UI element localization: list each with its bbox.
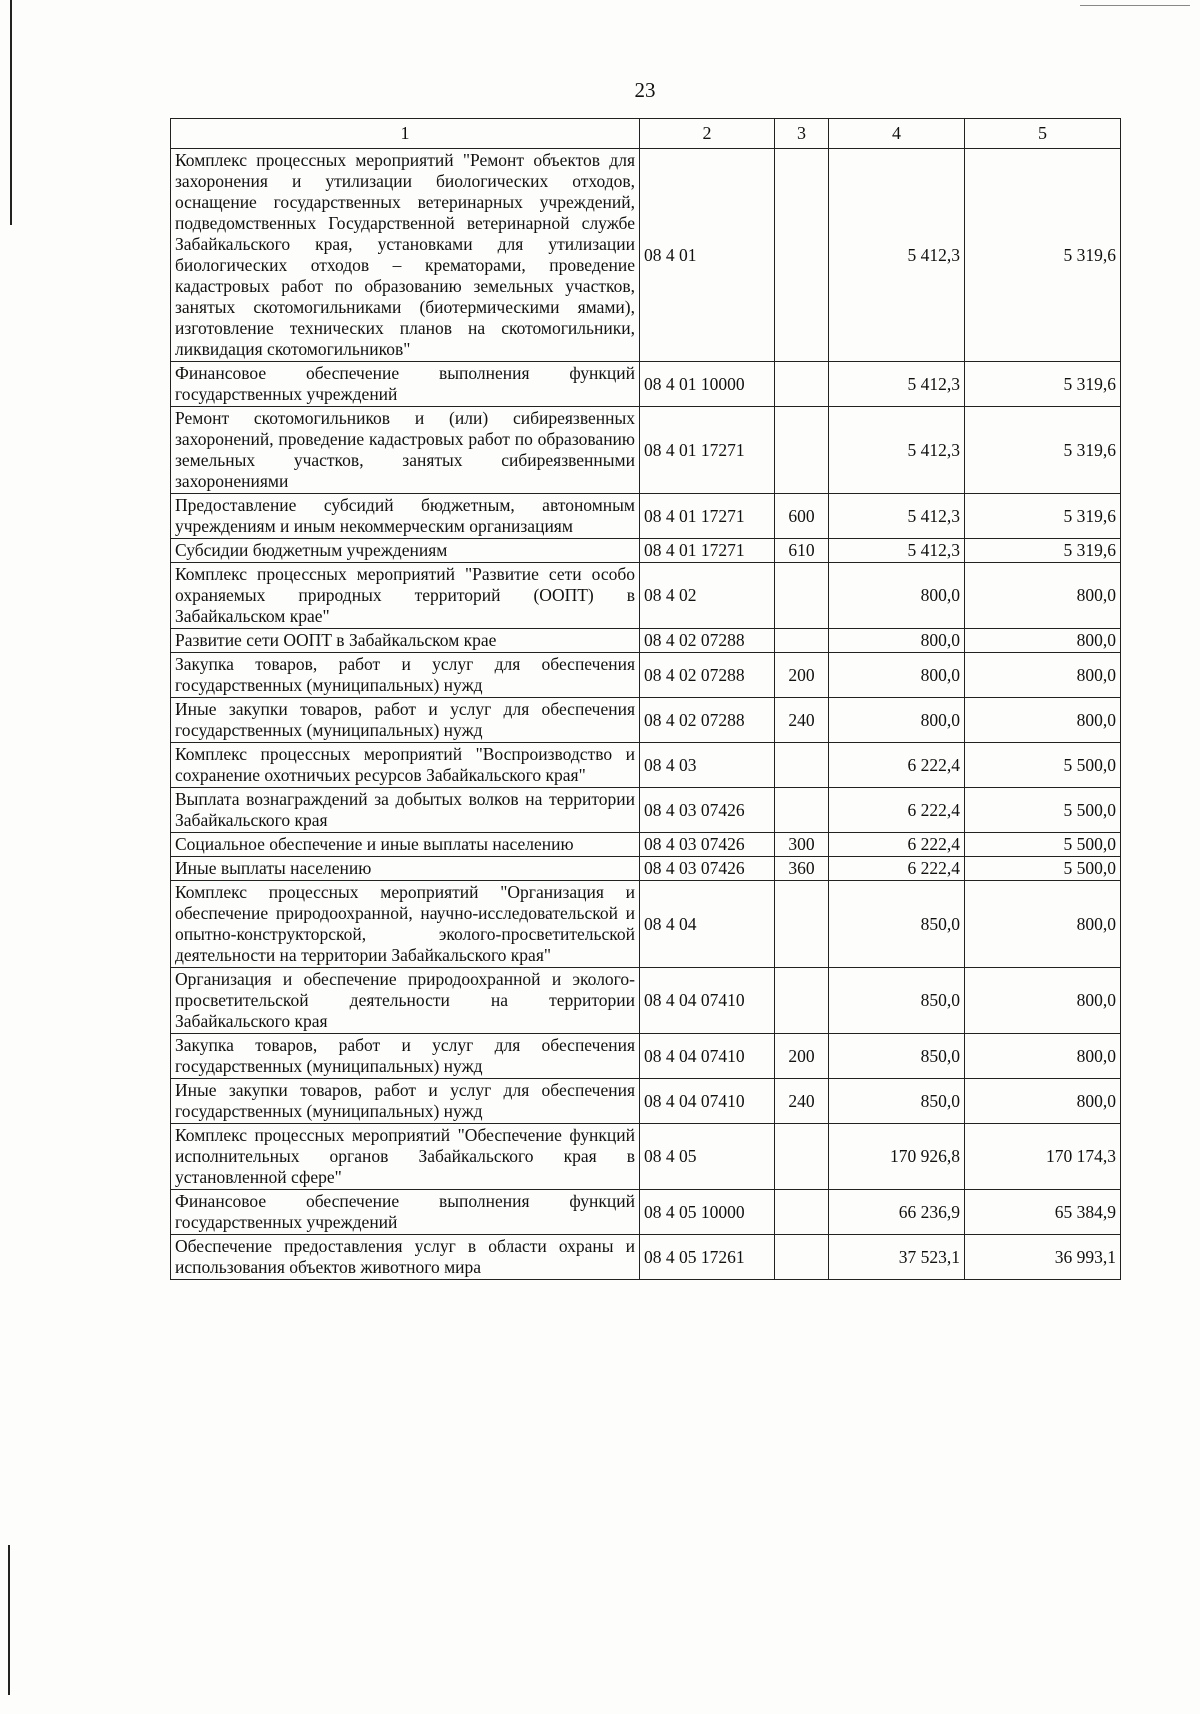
- row-amount-1-cell: 800,0: [829, 653, 965, 698]
- row-amount-2-cell: 800,0: [965, 881, 1121, 968]
- row-code-cell: 08 4 05: [640, 1124, 775, 1190]
- table-row: [171, 1235, 1121, 1280]
- row-code-cell: 08 4 02 07288: [640, 653, 775, 698]
- table-row: [171, 743, 1121, 788]
- row-amount-2-cell: 800,0: [965, 1079, 1121, 1124]
- row-amount-1-cell: 66 236,9: [829, 1190, 965, 1235]
- row-name-cell: Иные закупки товаров, работ и услуг для обеспечения государственных (муниципальных) нужд: [171, 1079, 640, 1124]
- row-amount-1-cell: 850,0: [829, 881, 965, 968]
- header-col-4: 4: [829, 119, 965, 149]
- row-amount-2-cell: 5 500,0: [965, 743, 1121, 788]
- row-amount-2-cell: 800,0: [965, 653, 1121, 698]
- row-name-cell: Комплекс процессных мероприятий "Развитие сети особо охраняемых природных территорий (ООПТ) в Забайкальском крае": [171, 563, 640, 629]
- row-amount-1-cell: 850,0: [829, 1034, 965, 1079]
- row-code-cell: 08 4 01 17271: [640, 494, 775, 539]
- row-amount-1-cell: 800,0: [829, 563, 965, 629]
- row-name-cell: Организация и обеспечение природоохранной и эколого-просветительской деятельности на территории Забайкальского края: [171, 968, 640, 1034]
- row-amount-1-cell: 6 222,4: [829, 833, 965, 857]
- row-code-cell: 08 4 02: [640, 563, 775, 629]
- row-name-cell: Иные закупки товаров, работ и услуг для обеспечения государственных (муниципальных) нужд: [171, 698, 640, 743]
- row-name-cell: Комплекс процессных мероприятий "Ремонт объектов для захоронения и утилизации биологических отходов, оснащение государственных ветеринарных учреждений, подведомственных Государственной ветеринарной службе Забайкальского края, установками для утилизации биологических отходов – крематорами, проведение кадастровых работ по образованию земельных участков, занятых скотомогильниками (биотермическими ямами), изготовление технических планов на скотомогильники, ликвидация скотомогильников": [171, 149, 640, 362]
- row-code-cell: 08 4 03 07426: [640, 788, 775, 833]
- row-code-cell: 08 4 02 07288: [640, 629, 775, 653]
- row-name-cell: Предоставление субсидий бюджетным, автономным учреждениям и иным некоммерческим организациям: [171, 494, 640, 539]
- row-code-cell: 08 4 01 10000: [640, 362, 775, 407]
- row-amount-2-cell: 5 500,0: [965, 833, 1121, 857]
- row-name-cell: Развитие сети ООПТ в Забайкальском крае: [171, 629, 640, 653]
- row-amount-1-cell: 37 523,1: [829, 1235, 965, 1280]
- row-expense-type-cell: [775, 362, 829, 407]
- row-name-cell: Закупка товаров, работ и услуг для обеспечения государственных (муниципальных) нужд: [171, 1034, 640, 1079]
- row-amount-1-cell: 5 412,3: [829, 494, 965, 539]
- row-code-cell: 08 4 04: [640, 881, 775, 968]
- row-amount-2-cell: 800,0: [965, 563, 1121, 629]
- row-expense-type-cell: [775, 1235, 829, 1280]
- row-expense-type-cell: [775, 1124, 829, 1190]
- row-expense-type-cell: [775, 968, 829, 1034]
- row-expense-type-cell: 360: [775, 857, 829, 881]
- table-row: [171, 1034, 1121, 1079]
- table-row: [171, 362, 1121, 407]
- row-amount-1-cell: 6 222,4: [829, 788, 965, 833]
- row-expense-type-cell: 300: [775, 833, 829, 857]
- row-amount-2-cell: 800,0: [965, 698, 1121, 743]
- table-row: [171, 698, 1121, 743]
- header-col-3: 3: [775, 119, 829, 149]
- row-code-cell: 08 4 05 10000: [640, 1190, 775, 1235]
- row-amount-2-cell: 5 319,6: [965, 407, 1121, 494]
- row-amount-2-cell: 5 500,0: [965, 788, 1121, 833]
- table-header-row: [171, 119, 1121, 149]
- table-row: [171, 539, 1121, 563]
- row-amount-2-cell: 5 500,0: [965, 857, 1121, 881]
- table-row: [171, 653, 1121, 698]
- row-amount-1-cell: 800,0: [829, 698, 965, 743]
- row-amount-1-cell: 5 412,3: [829, 407, 965, 494]
- header-col-2: 2: [640, 119, 775, 149]
- row-amount-1-cell: 5 412,3: [829, 149, 965, 362]
- row-amount-1-cell: 5 412,3: [829, 362, 965, 407]
- table-row: [171, 407, 1121, 494]
- row-name-cell: Комплекс процессных мероприятий "Воспроизводство и сохранение охотничьих ресурсов Забайкальского края": [171, 743, 640, 788]
- table-row: [171, 494, 1121, 539]
- header-col-5: 5: [965, 119, 1121, 149]
- row-code-cell: 08 4 04 07410: [640, 968, 775, 1034]
- table-row: [171, 881, 1121, 968]
- table-row: [171, 563, 1121, 629]
- row-name-cell: Выплата вознаграждений за добытых волков на территории Забайкальского края: [171, 788, 640, 833]
- row-name-cell: Обеспечение предоставления услуг в области охраны и использования объектов животного мира: [171, 1235, 640, 1280]
- row-code-cell: 08 4 01 17271: [640, 539, 775, 563]
- row-name-cell: Социальное обеспечение и иные выплаты населению: [171, 833, 640, 857]
- row-amount-2-cell: 800,0: [965, 968, 1121, 1034]
- row-name-cell: Комплекс процессных мероприятий "Организация и обеспечение природоохранной, научно-исследовательской и опытно-конструкторской, эколого-просветительской деятельности на территории Забайкальского края": [171, 881, 640, 968]
- row-expense-type-cell: 610: [775, 539, 829, 563]
- row-code-cell: 08 4 03 07426: [640, 833, 775, 857]
- row-name-cell: Финансовое обеспечение выполнения функций государственных учреждений: [171, 1190, 640, 1235]
- row-name-cell: Ремонт скотомогильников и (или) сибиреязвенных захоронений, проведение кадастровых работ по образованию земельных участков, занятых сибиреязвенными захоронениями: [171, 407, 640, 494]
- row-name-cell: Комплекс процессных мероприятий "Обеспечение функций исполнительных органов Забайкальского края в установленной сфере": [171, 1124, 640, 1190]
- table-row: [171, 1124, 1121, 1190]
- row-name-cell: Иные выплаты населению: [171, 857, 640, 881]
- row-expense-type-cell: [775, 629, 829, 653]
- row-amount-2-cell: 5 319,6: [965, 539, 1121, 563]
- row-expense-type-cell: [775, 149, 829, 362]
- row-code-cell: 08 4 04 07410: [640, 1079, 775, 1124]
- row-expense-type-cell: [775, 788, 829, 833]
- row-expense-type-cell: [775, 563, 829, 629]
- scan-edge-line-left-top: [10, 0, 12, 225]
- row-expense-type-cell: [775, 743, 829, 788]
- row-amount-1-cell: 850,0: [829, 968, 965, 1034]
- row-amount-1-cell: 170 926,8: [829, 1124, 965, 1190]
- row-code-cell: 08 4 02 07288: [640, 698, 775, 743]
- row-expense-type-cell: 240: [775, 698, 829, 743]
- table-row: [171, 833, 1121, 857]
- row-expense-type-cell: [775, 881, 829, 968]
- row-code-cell: 08 4 03: [640, 743, 775, 788]
- table-body: [171, 149, 1121, 1280]
- row-code-cell: 08 4 01 17271: [640, 407, 775, 494]
- scan-edge-line-left-bottom: [8, 1545, 10, 1695]
- row-name-cell: Закупка товаров, работ и услуг для обеспечения государственных (муниципальных) нужд: [171, 653, 640, 698]
- table-row: [171, 788, 1121, 833]
- row-code-cell: 08 4 01: [640, 149, 775, 362]
- table-row: [171, 629, 1121, 653]
- budget-table: [170, 118, 1121, 1280]
- row-amount-1-cell: 6 222,4: [829, 743, 965, 788]
- row-expense-type-cell: [775, 1190, 829, 1235]
- table-row: [171, 857, 1121, 881]
- row-expense-type-cell: 200: [775, 1034, 829, 1079]
- row-amount-1-cell: 5 412,3: [829, 539, 965, 563]
- table-row: [171, 149, 1121, 362]
- row-amount-2-cell: 5 319,6: [965, 494, 1121, 539]
- page-number: 23: [634, 78, 656, 102]
- row-amount-2-cell: 170 174,3: [965, 1124, 1121, 1190]
- table-row: [171, 1079, 1121, 1124]
- row-amount-2-cell: 36 993,1: [965, 1235, 1121, 1280]
- row-name-cell: Субсидии бюджетным учреждениям: [171, 539, 640, 563]
- row-name-cell: Финансовое обеспечение выполнения функций государственных учреждений: [171, 362, 640, 407]
- row-code-cell: 08 4 05 17261: [640, 1235, 775, 1280]
- row-amount-2-cell: 5 319,6: [965, 362, 1121, 407]
- row-amount-1-cell: 800,0: [829, 629, 965, 653]
- header-col-1: 1: [171, 119, 640, 149]
- row-amount-1-cell: 6 222,4: [829, 857, 965, 881]
- row-expense-type-cell: 200: [775, 653, 829, 698]
- row-code-cell: 08 4 03 07426: [640, 857, 775, 881]
- table-row: [171, 968, 1121, 1034]
- row-amount-2-cell: 5 319,6: [965, 149, 1121, 362]
- row-expense-type-cell: [775, 407, 829, 494]
- row-amount-2-cell: 800,0: [965, 629, 1121, 653]
- row-code-cell: 08 4 04 07410: [640, 1034, 775, 1079]
- row-expense-type-cell: 240: [775, 1079, 829, 1124]
- row-amount-2-cell: 65 384,9: [965, 1190, 1121, 1235]
- table-row: [171, 1190, 1121, 1235]
- row-amount-1-cell: 850,0: [829, 1079, 965, 1124]
- row-amount-2-cell: 800,0: [965, 1034, 1121, 1079]
- scan-edge-line-top-right: [1080, 5, 1190, 6]
- row-expense-type-cell: 600: [775, 494, 829, 539]
